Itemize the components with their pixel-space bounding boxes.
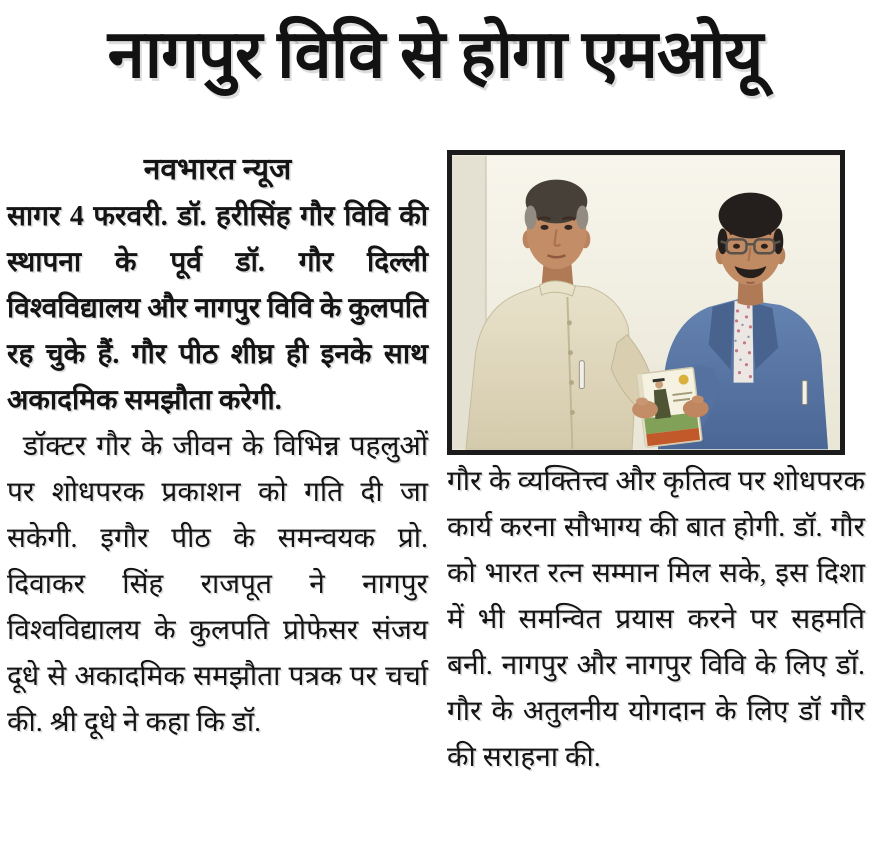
pen-in-pocket [579, 361, 584, 389]
headline: नागपुर विवि से होगा एमओयू [107, 18, 763, 92]
byline: नवभारत न्यूज [143, 153, 292, 186]
right-column [447, 148, 865, 781]
body-paragraph: डॉक्टर गौर के जीवन के विभिन्न पहलुओं पर शोधपरक प्रकाशन को गति दी जा सकेगी. इगौर पीठ के समन्वयक प्रो. दिवाकर सिंह राजपूत ने नागपुर विश्वविद्यालय के कुलपति प्रोफेसर संजय दूधे से अकादमिक समझौता पत्रक पर चर्चा की. श्री दूधे ने कहा कि डॉ. [7, 431, 428, 738]
right-man-hair [719, 193, 783, 239]
lead-paragraph: सागर 4 फरवरी. डॉ. हरीसिंह गौर विवि की स्थापना के पूर्व डॉ. गौर दिल्ली विश्वविद्यालय और नागपुर विवि के कुलपति रह चुके हैं. गौर पीठ शीघ्र ही इनके साथ अकादमिक समझौता करेगी. [7, 201, 428, 416]
pen-in-pocket [802, 381, 807, 405]
news-photo [447, 150, 845, 455]
continuation-paragraph: गौर के व्यक्तित्त्व और कृतित्व पर शोधपरक कार्य करना सौभाग्य की बात होगी. डॉ. गौर को भारत रत्न सम्मान मिल सके, इस दिशा में भी समन्वित प्रयास करने पर सहमति बनी. नागपुर और नागपुर विवि के लिए डॉ. गौर के अतुलनीय योगदान के लिए डॉ गौर की सराहना की. [447, 466, 865, 773]
news-photo-illustration [452, 155, 840, 450]
left-column [7, 148, 428, 746]
